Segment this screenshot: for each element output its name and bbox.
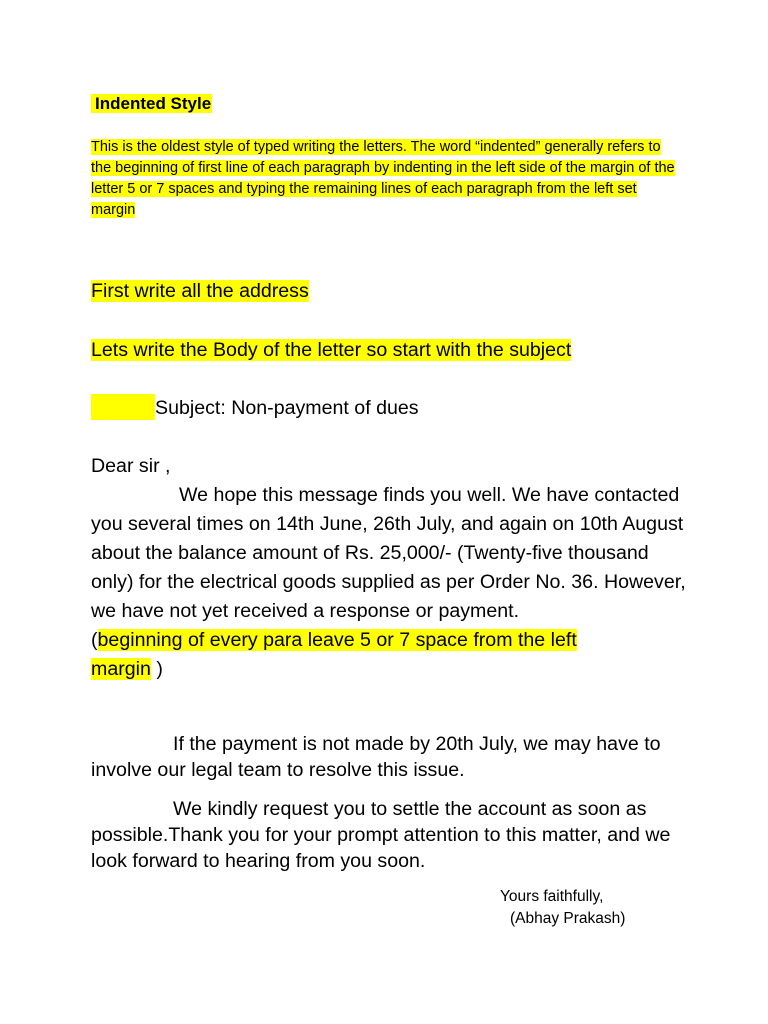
section-heading — [91, 93, 212, 115]
instruction-address-text: First write all the address — [91, 280, 309, 302]
paragraph-3-text: We kindly request you to settle the account as soon as possible.Thank you for your prompt attention to this matter, and we look forward to hearing from you soon. — [91, 798, 671, 872]
paragraph-2-text: If the payment is not made by 20th July, we may have to involve our legal team to resolve this issue. — [91, 733, 661, 781]
note-text-line1: beginning of every para leave 5 or 7 space from the left — [97, 629, 577, 651]
subject-line — [91, 394, 419, 423]
subject-text: Subject: Non-payment of dues — [155, 397, 419, 419]
instruction-body-text: Lets write the Body of the letter so start with the subject — [91, 339, 572, 361]
paragraph-1 — [91, 481, 691, 626]
letter-body — [91, 452, 691, 684]
paragraph-2 — [91, 731, 691, 783]
indent-marker — [91, 394, 155, 420]
salutation: Dear sir , — [91, 455, 171, 477]
signature-name: (Abhay Prakash) — [510, 910, 626, 927]
indent-note — [91, 626, 691, 684]
paragraph-1-text: We hope this message finds you well. We have contacted you several times on 14th June, 26th July, and again on 10th August about the balance amount of Rs. 25,000/- (Twenty-five thousand only) for the electrical goods supplied as per Order No. 36. However, we have not yet received a response or payment. — [91, 484, 686, 622]
closing-block — [500, 886, 625, 930]
instruction-body — [91, 336, 571, 365]
note-text-line2: margin — [91, 658, 151, 680]
intro-paragraph — [91, 137, 681, 221]
closing-text: Yours faithfully, — [500, 888, 604, 905]
instruction-address — [91, 277, 309, 306]
note-close-paren: ) — [150, 658, 163, 680]
heading-text: Indented Style — [91, 94, 212, 113]
intro-text: This is the oldest style of typed writing the letters. The word “indented” generally refers to the beginning of first line of each paragraph by indenting in the left side of the margin of the letter 5 or 7 spaces and typing the remaining lines of each paragraph from the left set margin — [91, 139, 675, 218]
paragraph-3 — [91, 796, 691, 874]
note-open-paren: ( — [91, 629, 98, 651]
